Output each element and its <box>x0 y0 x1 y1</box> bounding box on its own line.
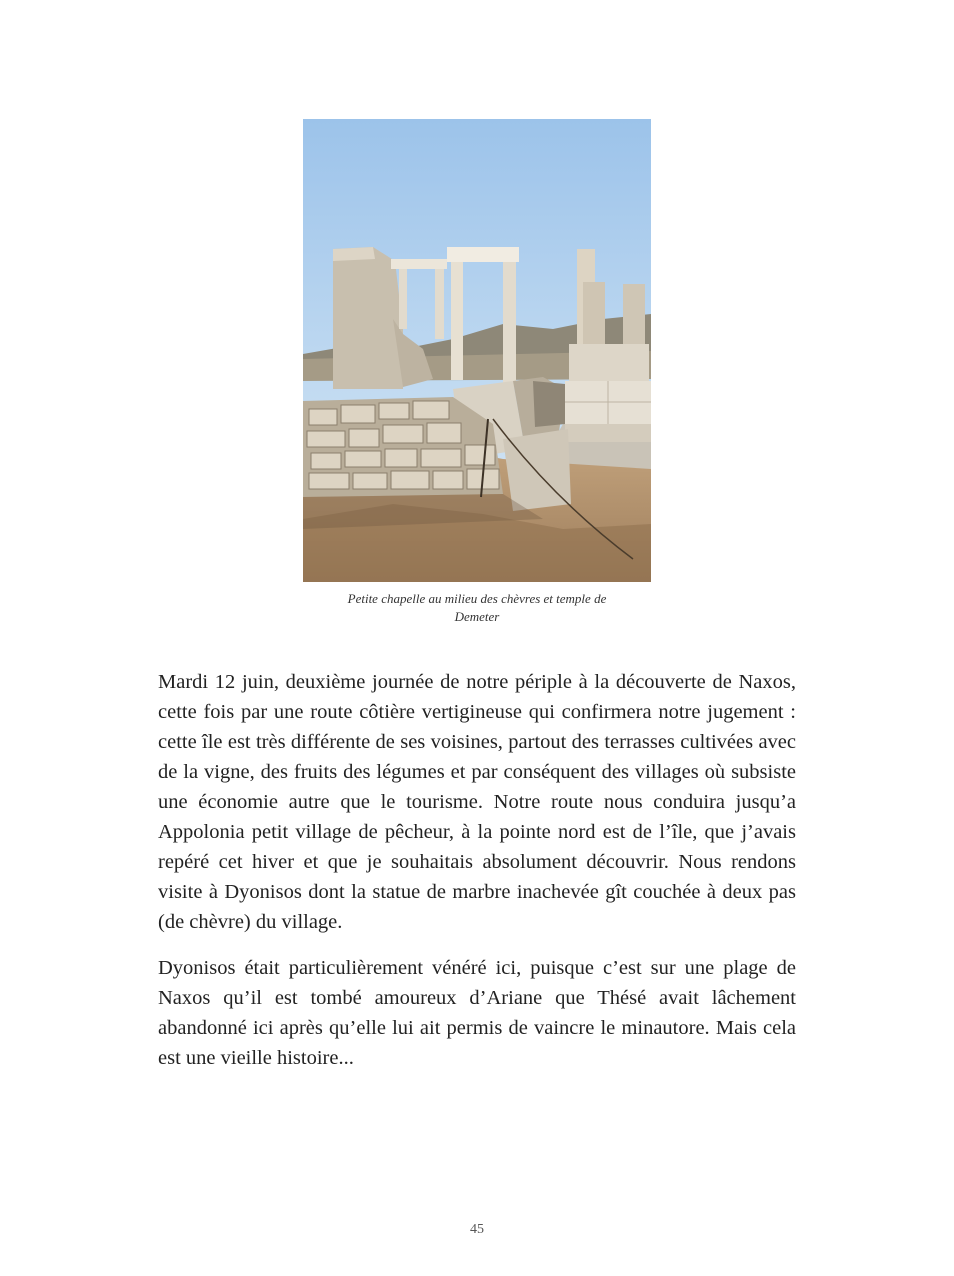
temple-photo <box>303 119 651 582</box>
caption-line-2: Demeter <box>454 609 500 624</box>
photo-caption <box>303 590 651 626</box>
paragraph-2: Dyonisos était particulièrement vénéré ici, puisque c’est sur une plage de Naxos qu’il est tombé amoureux d’Ariane que Thésé avait lâchement abandonné ici après qu’elle lui ait permis de vaincre le minautore. Mais cela est une vieille histoire... <box>158 957 796 1069</box>
caption-line-1: Petite chapelle au milieu des chèvres et temple de <box>347 591 607 606</box>
paragraph-1: Mardi 12 juin, deuxième journée de notre périple à la découverte de Naxos, cette fois par une route côtière vertigineuse qui confirmera notre jugement : cette île est très différente de ses voisines, partout des terrasses cultivées avec de la vigne, des fruits des légumes et par conséquent des villages où subsiste une économie autre que le tourisme. Notre route nous conduira jusqu’a Appolonia petit village de pêcheur, à la pointe nord est de l’île, que j’avais repéré cet hiver et que je souhaitais absolument découvrir. Nous rendons visite à Dyonisos dont la statue de marbre inachevée gît couchée à deux pas (de chèvre) du village. <box>158 671 796 933</box>
body-text <box>158 667 796 1089</box>
page-number: 45 <box>470 1222 484 1237</box>
